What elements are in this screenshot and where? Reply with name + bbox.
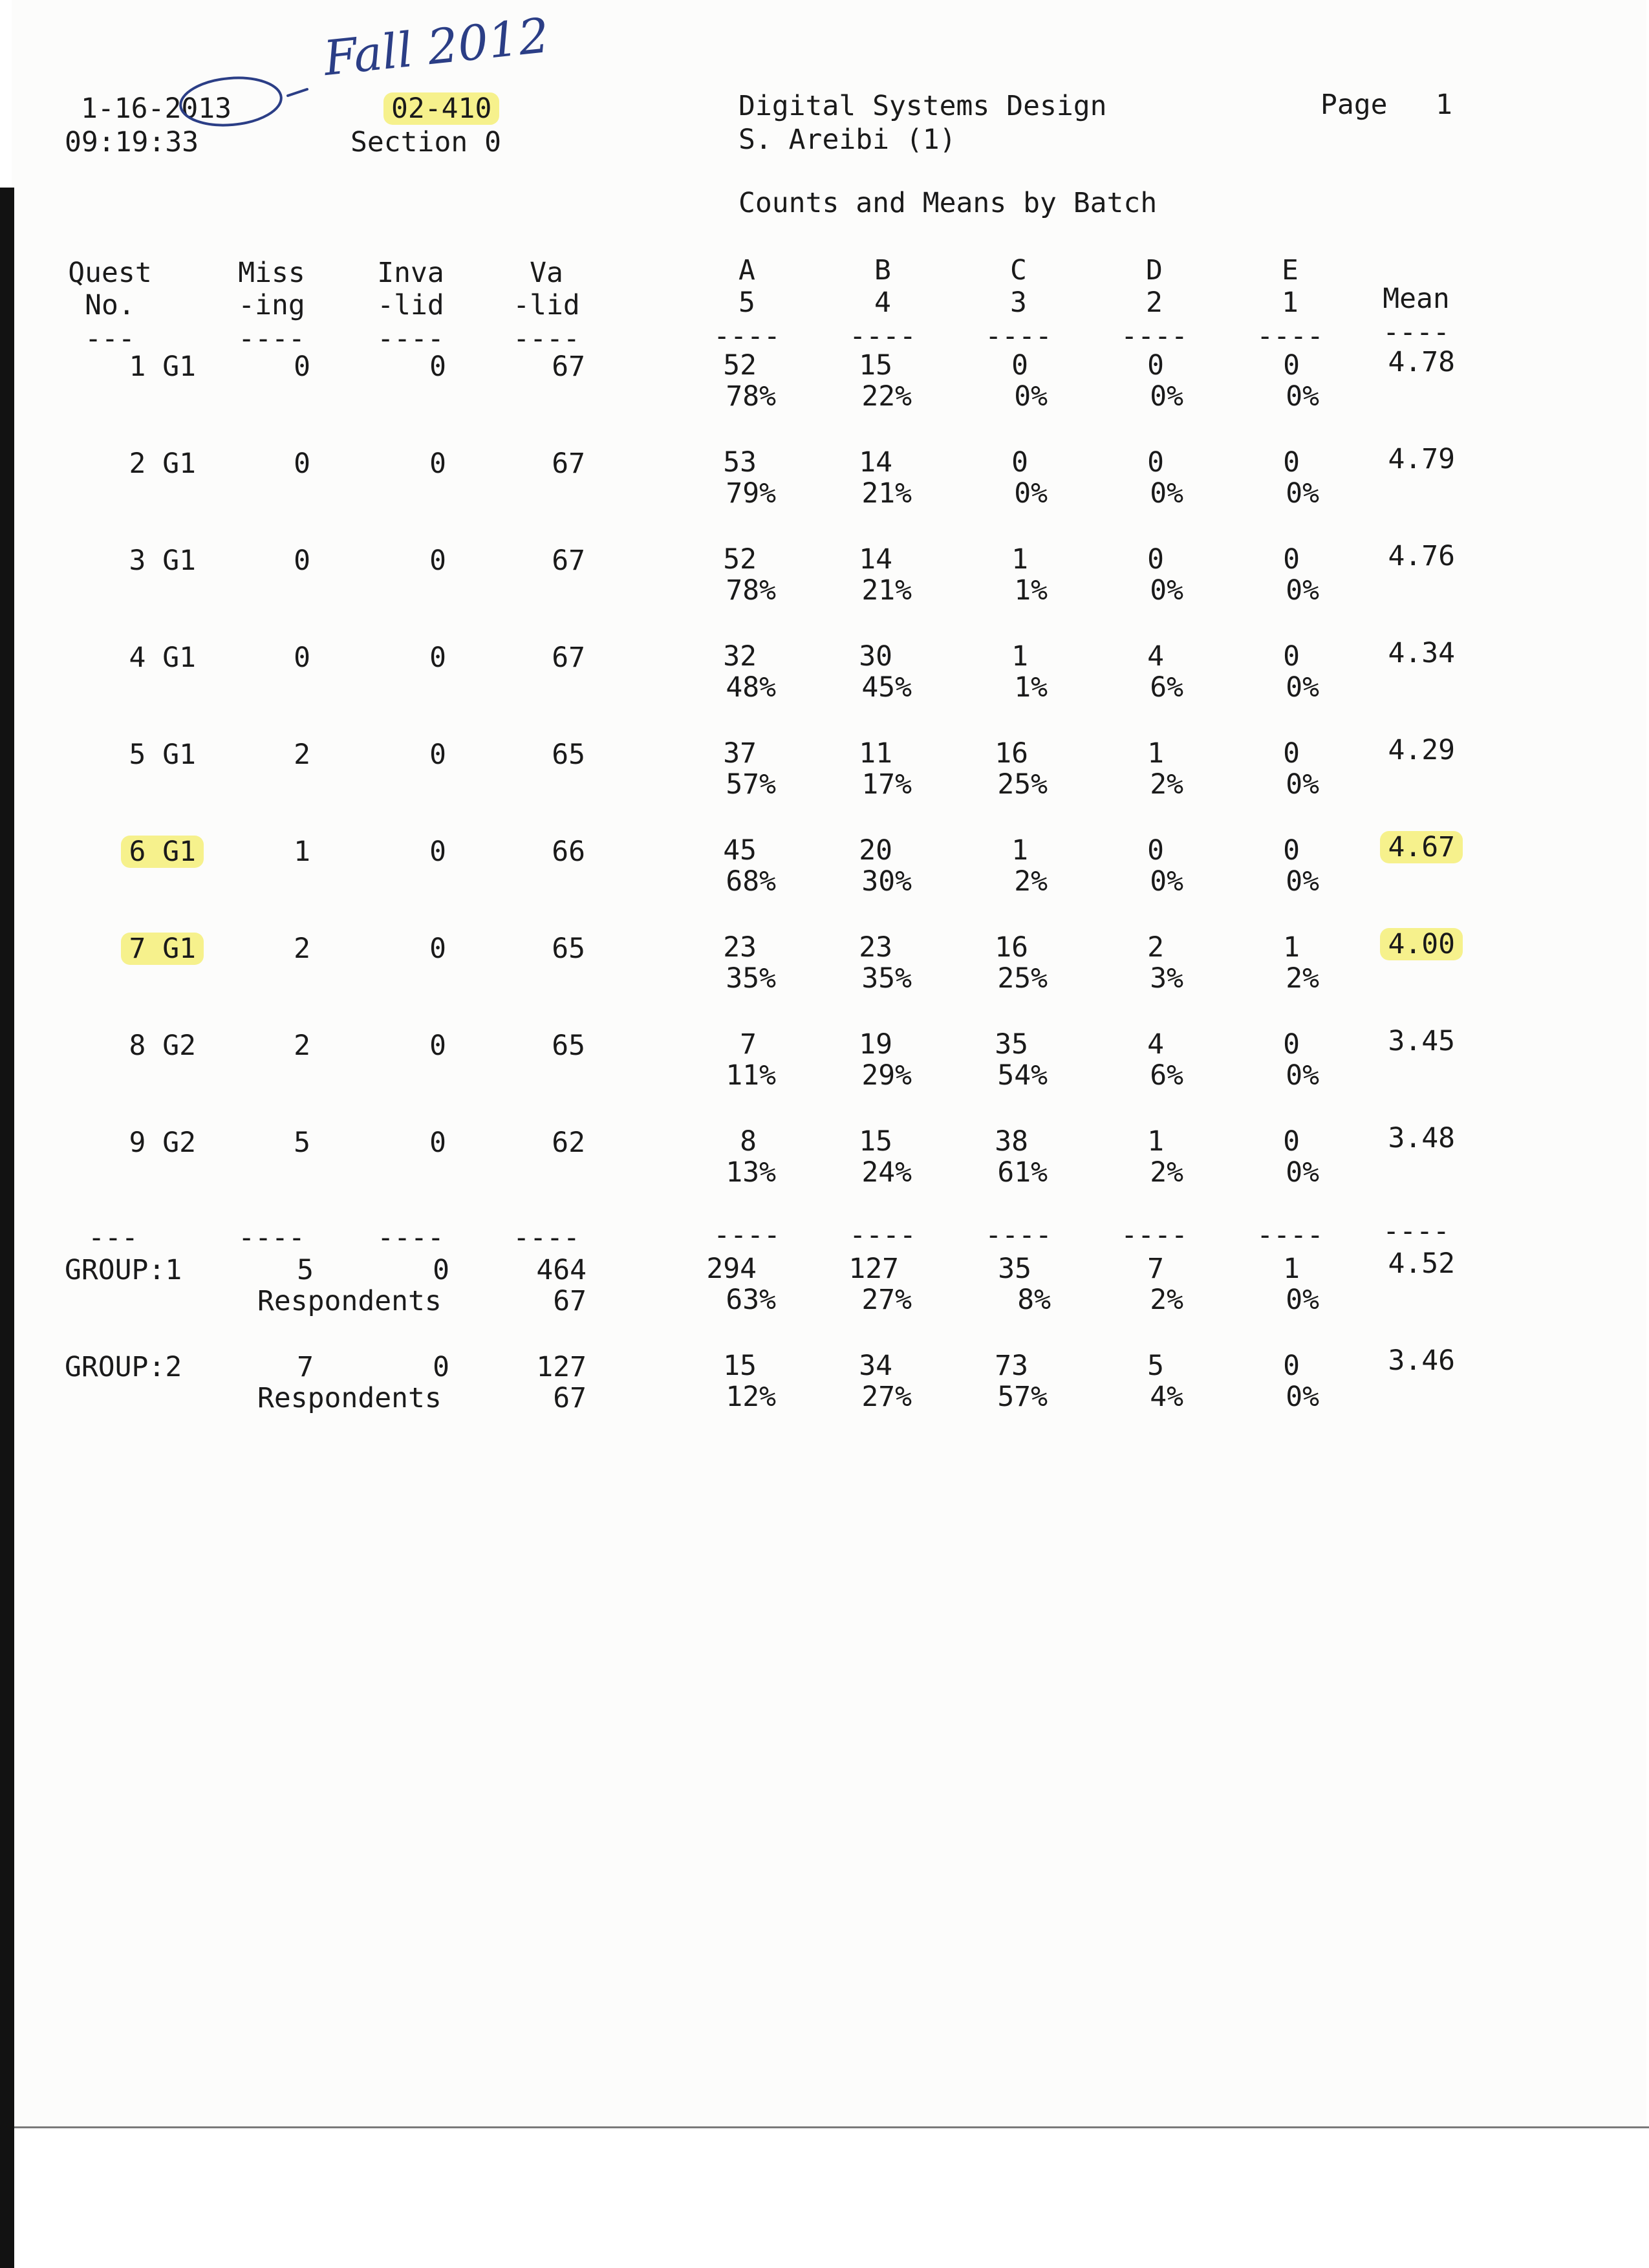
missing-count: 0 (294, 642, 310, 674)
c-percent: 0% (1014, 477, 1048, 510)
b-percent: 21% (861, 574, 912, 607)
invalid-count: 0 (429, 739, 446, 771)
e-count: 0 (1283, 640, 1300, 673)
question-number (97, 836, 196, 867)
col-miss-header-2: -ing (238, 289, 305, 321)
group-e-count: 0 (1283, 1350, 1300, 1382)
d-percent: 2% (1150, 768, 1183, 801)
invalid-count: 0 (429, 642, 446, 674)
missing-count: 2 (294, 1030, 310, 1062)
mean-value (1364, 832, 1455, 863)
group-d-count: 7 (1147, 1253, 1164, 1285)
a-count: 23 (723, 931, 757, 964)
b-percent: 35% (861, 962, 912, 995)
col-a-rule: ---- (713, 320, 781, 352)
e-percent: 0% (1286, 671, 1319, 704)
group-c-count: 35 (998, 1253, 1031, 1285)
group-b-percent: 27% (861, 1284, 912, 1316)
respondents-count: 67 (553, 1382, 587, 1414)
report-date: 1-16-2013 (81, 92, 232, 125)
d-count: 2 (1147, 931, 1164, 964)
valid-count: 67 (552, 448, 585, 480)
handwritten-term-note: Fall 2012 (321, 7, 552, 87)
col-va-header-1: Va (530, 257, 563, 289)
group-rule-c: ---- (985, 1219, 1052, 1251)
b-percent: 30% (861, 865, 912, 898)
c-count: 16 (995, 931, 1028, 964)
a-percent: 48% (726, 671, 776, 704)
e-percent: 0% (1286, 768, 1319, 801)
group-b-percent: 27% (861, 1381, 912, 1413)
group-rule-inva: ---- (377, 1222, 444, 1254)
group-rule-e: ---- (1256, 1219, 1324, 1251)
e-count: 0 (1283, 1028, 1300, 1061)
group-rule-va: ---- (513, 1222, 580, 1254)
missing-count: 2 (294, 739, 310, 771)
col-b-header-2: 4 (874, 286, 891, 319)
group-rule-d: ---- (1121, 1219, 1188, 1251)
mean-value (1364, 929, 1455, 960)
scan-edge (0, 188, 14, 2268)
valid-count: 67 (552, 545, 585, 577)
b-percent: 22% (861, 380, 912, 413)
col-b-header-1: B (874, 254, 891, 286)
b-count: 14 (859, 543, 892, 576)
d-count: 1 (1147, 1125, 1164, 1158)
col-e-rule: ---- (1256, 320, 1324, 352)
c-percent: 2% (1014, 865, 1048, 898)
c-count: 0 (1011, 446, 1028, 479)
group-invalid: 0 (433, 1254, 449, 1286)
group-rule-b: ---- (849, 1219, 916, 1251)
d-count: 4 (1147, 1028, 1164, 1061)
col-quest-rule: --- (85, 323, 135, 355)
missing-count: 2 (294, 933, 310, 965)
invalid-count: 0 (429, 448, 446, 480)
a-percent: 57% (726, 768, 776, 801)
mean-value: 3.45 (1388, 1025, 1455, 1057)
c-count: 0 (1011, 349, 1028, 382)
group-a-count: 294 (706, 1253, 757, 1285)
d-percent: 6% (1150, 671, 1183, 704)
a-percent: 78% (726, 380, 776, 413)
valid-count: 65 (552, 933, 585, 965)
report-time: 09:19:33 (65, 126, 199, 158)
col-e-header-2: 1 (1282, 286, 1299, 319)
respondents-count: 67 (553, 1285, 587, 1317)
invalid-count: 0 (429, 836, 446, 868)
a-count: 32 (723, 640, 757, 673)
e-count: 0 (1283, 446, 1300, 479)
b-percent: 29% (861, 1059, 912, 1092)
group-e-percent: 0% (1286, 1381, 1319, 1413)
c-percent: 25% (997, 768, 1048, 801)
valid-count: 66 (552, 836, 585, 868)
question-number: 1 G1 (129, 351, 196, 383)
col-quest-header-1: Quest (68, 257, 152, 289)
group-label: GROUP:1 (65, 1254, 182, 1286)
col-mean-header: Mean (1383, 283, 1450, 315)
e-percent: 0% (1286, 380, 1319, 413)
b-count: 19 (859, 1028, 892, 1061)
b-count: 15 (859, 1125, 892, 1158)
scan-bottom-edge (14, 2126, 1649, 2128)
e-percent: 0% (1286, 574, 1319, 607)
a-percent: 78% (726, 574, 776, 607)
d-count: 1 (1147, 737, 1164, 770)
b-count: 11 (859, 737, 892, 770)
group-missing: 7 (297, 1351, 314, 1383)
group-valid: 464 (536, 1254, 587, 1286)
mean-value-highlight: 4.00 (1380, 928, 1463, 960)
group-e-count: 1 (1283, 1253, 1300, 1285)
col-b-rule: ---- (849, 320, 916, 352)
group-b-count: 34 (859, 1350, 892, 1382)
c-count: 1 (1011, 834, 1028, 867)
group-c-percent: 57% (997, 1381, 1048, 1413)
col-d-header-1: D (1146, 254, 1163, 286)
c-percent: 1% (1014, 574, 1048, 607)
missing-count: 5 (294, 1127, 310, 1159)
b-count: 23 (859, 931, 892, 964)
c-count: 1 (1011, 640, 1028, 673)
a-percent: 79% (726, 477, 776, 510)
course-code-text: 02-410 (383, 92, 499, 125)
b-percent: 45% (861, 671, 912, 704)
valid-count: 65 (552, 739, 585, 771)
question-number: 8 G2 (129, 1030, 196, 1062)
c-count: 38 (995, 1125, 1028, 1158)
b-count: 14 (859, 446, 892, 479)
group-c-percent: 8% (1017, 1284, 1051, 1316)
missing-count: 0 (294, 351, 310, 383)
invalid-count: 0 (429, 1127, 446, 1159)
a-count: 37 (723, 737, 757, 770)
col-quest-header-2: No. (85, 289, 135, 321)
col-a-header-1: A (738, 254, 755, 286)
e-percent: 0% (1286, 1059, 1319, 1092)
page-label: Page (1320, 89, 1388, 121)
group-d-percent: 4% (1150, 1381, 1183, 1413)
c-count: 1 (1011, 543, 1028, 576)
question-number: 9 G2 (129, 1127, 196, 1159)
col-a-header-2: 5 (738, 286, 755, 319)
course-title: Digital Systems Design (738, 90, 1107, 122)
missing-count: 0 (294, 545, 310, 577)
group-a-percent: 63% (726, 1284, 776, 1316)
e-count: 0 (1283, 543, 1300, 576)
d-count: 0 (1147, 349, 1164, 382)
d-percent: 0% (1150, 865, 1183, 898)
a-count: 8 (740, 1125, 757, 1158)
report-title: Counts and Means by Batch (738, 187, 1158, 219)
b-percent: 24% (861, 1156, 912, 1189)
b-count: 30 (859, 640, 892, 673)
missing-count: 0 (294, 448, 310, 480)
col-miss-rule: ---- (238, 323, 305, 355)
respondents-label: Respondents (257, 1382, 442, 1414)
instructor-name: S. Areibi (1) (738, 124, 956, 156)
col-e-header-1: E (1282, 254, 1299, 286)
group-d-count: 5 (1147, 1350, 1164, 1382)
d-percent: 6% (1150, 1059, 1183, 1092)
col-c-rule: ---- (985, 320, 1052, 352)
e-count: 0 (1283, 737, 1300, 770)
group-invalid: 0 (433, 1351, 449, 1383)
question-number-highlight: 7 G1 (121, 933, 204, 965)
c-count: 35 (995, 1028, 1028, 1061)
a-percent: 68% (726, 865, 776, 898)
invalid-count: 0 (429, 1030, 446, 1062)
a-count: 7 (740, 1028, 757, 1061)
d-percent: 3% (1150, 962, 1183, 995)
group-a-percent: 12% (726, 1381, 776, 1413)
mean-value: 4.29 (1388, 734, 1455, 766)
col-inva-rule: ---- (377, 323, 444, 355)
group-missing: 5 (297, 1254, 314, 1286)
group-d-percent: 2% (1150, 1284, 1183, 1316)
d-percent: 0% (1150, 574, 1183, 607)
mean-value-highlight: 4.67 (1380, 831, 1463, 863)
valid-count: 65 (552, 1030, 585, 1062)
question-number (97, 933, 196, 964)
section-label: Section 0 (350, 126, 501, 158)
group-e-percent: 0% (1286, 1284, 1319, 1316)
mean-value: 4.78 (1388, 346, 1455, 378)
group-c-count: 73 (995, 1350, 1028, 1382)
d-count: 4 (1147, 640, 1164, 673)
c-percent: 1% (1014, 671, 1048, 704)
e-percent: 0% (1286, 477, 1319, 510)
col-c-header-2: 3 (1010, 286, 1027, 319)
col-va-rule: ---- (513, 323, 580, 355)
mean-value: 3.48 (1388, 1122, 1455, 1154)
b-count: 15 (859, 349, 892, 382)
col-va-header-2: -lid (513, 289, 580, 321)
col-d-header-2: 2 (1146, 286, 1163, 319)
col-d-rule: ---- (1121, 320, 1188, 352)
a-percent: 13% (726, 1156, 776, 1189)
group-rule-a: ---- (713, 1219, 781, 1251)
mean-value: 4.79 (1388, 443, 1455, 475)
e-count: 0 (1283, 834, 1300, 867)
c-percent: 0% (1014, 380, 1048, 413)
col-miss-header-1: Miss (238, 257, 305, 289)
col-c-header-1: C (1010, 254, 1027, 286)
c-percent: 54% (997, 1059, 1048, 1092)
e-count: 0 (1283, 1125, 1300, 1158)
e-count: 0 (1283, 349, 1300, 382)
group-b-count: 127 (848, 1253, 899, 1285)
b-percent: 17% (861, 768, 912, 801)
question-number-highlight: 6 G1 (121, 836, 204, 868)
group-valid: 127 (536, 1351, 587, 1383)
respondents-label: Respondents (257, 1285, 442, 1317)
course-code (391, 93, 491, 124)
valid-count: 62 (552, 1127, 585, 1159)
group-rule-quest: --- (88, 1222, 138, 1254)
invalid-count: 0 (429, 933, 446, 965)
c-percent: 25% (997, 962, 1048, 995)
a-percent: 35% (726, 962, 776, 995)
e-percent: 2% (1286, 962, 1319, 995)
d-percent: 0% (1150, 477, 1183, 510)
col-inva-header-1: Inva (377, 257, 444, 289)
mean-value: 4.76 (1388, 540, 1455, 572)
missing-count: 1 (294, 836, 310, 868)
question-number: 5 G1 (129, 739, 196, 771)
mean-value: 4.34 (1388, 637, 1455, 669)
invalid-count: 0 (429, 545, 446, 577)
question-number: 2 G1 (129, 448, 196, 480)
group-mean: 4.52 (1388, 1247, 1455, 1280)
c-percent: 61% (997, 1156, 1048, 1189)
valid-count: 67 (552, 351, 585, 383)
group-mean: 3.46 (1388, 1345, 1455, 1377)
a-count: 52 (723, 349, 757, 382)
page-number: 1 (1436, 89, 1452, 121)
question-number: 3 G1 (129, 545, 196, 577)
a-percent: 11% (726, 1059, 776, 1092)
group-a-count: 15 (723, 1350, 757, 1382)
c-count: 16 (995, 737, 1028, 770)
b-count: 20 (859, 834, 892, 867)
group-rule-miss: ---- (238, 1222, 305, 1254)
valid-count: 67 (552, 642, 585, 674)
col-inva-header-2: -lid (377, 289, 444, 321)
group-label: GROUP:2 (65, 1351, 182, 1383)
question-number: 4 G1 (129, 642, 196, 674)
e-percent: 0% (1286, 865, 1319, 898)
d-percent: 0% (1150, 380, 1183, 413)
e-percent: 0% (1286, 1156, 1319, 1189)
group-rule-mean: ---- (1383, 1215, 1450, 1247)
col-mean-rule: ---- (1383, 316, 1450, 349)
a-count: 53 (723, 446, 757, 479)
invalid-count: 0 (429, 351, 446, 383)
d-count: 0 (1147, 446, 1164, 479)
d-count: 0 (1147, 543, 1164, 576)
d-count: 0 (1147, 834, 1164, 867)
a-count: 45 (723, 834, 757, 867)
a-count: 52 (723, 543, 757, 576)
b-percent: 21% (861, 477, 912, 510)
d-percent: 2% (1150, 1156, 1183, 1189)
e-count: 1 (1283, 931, 1300, 964)
